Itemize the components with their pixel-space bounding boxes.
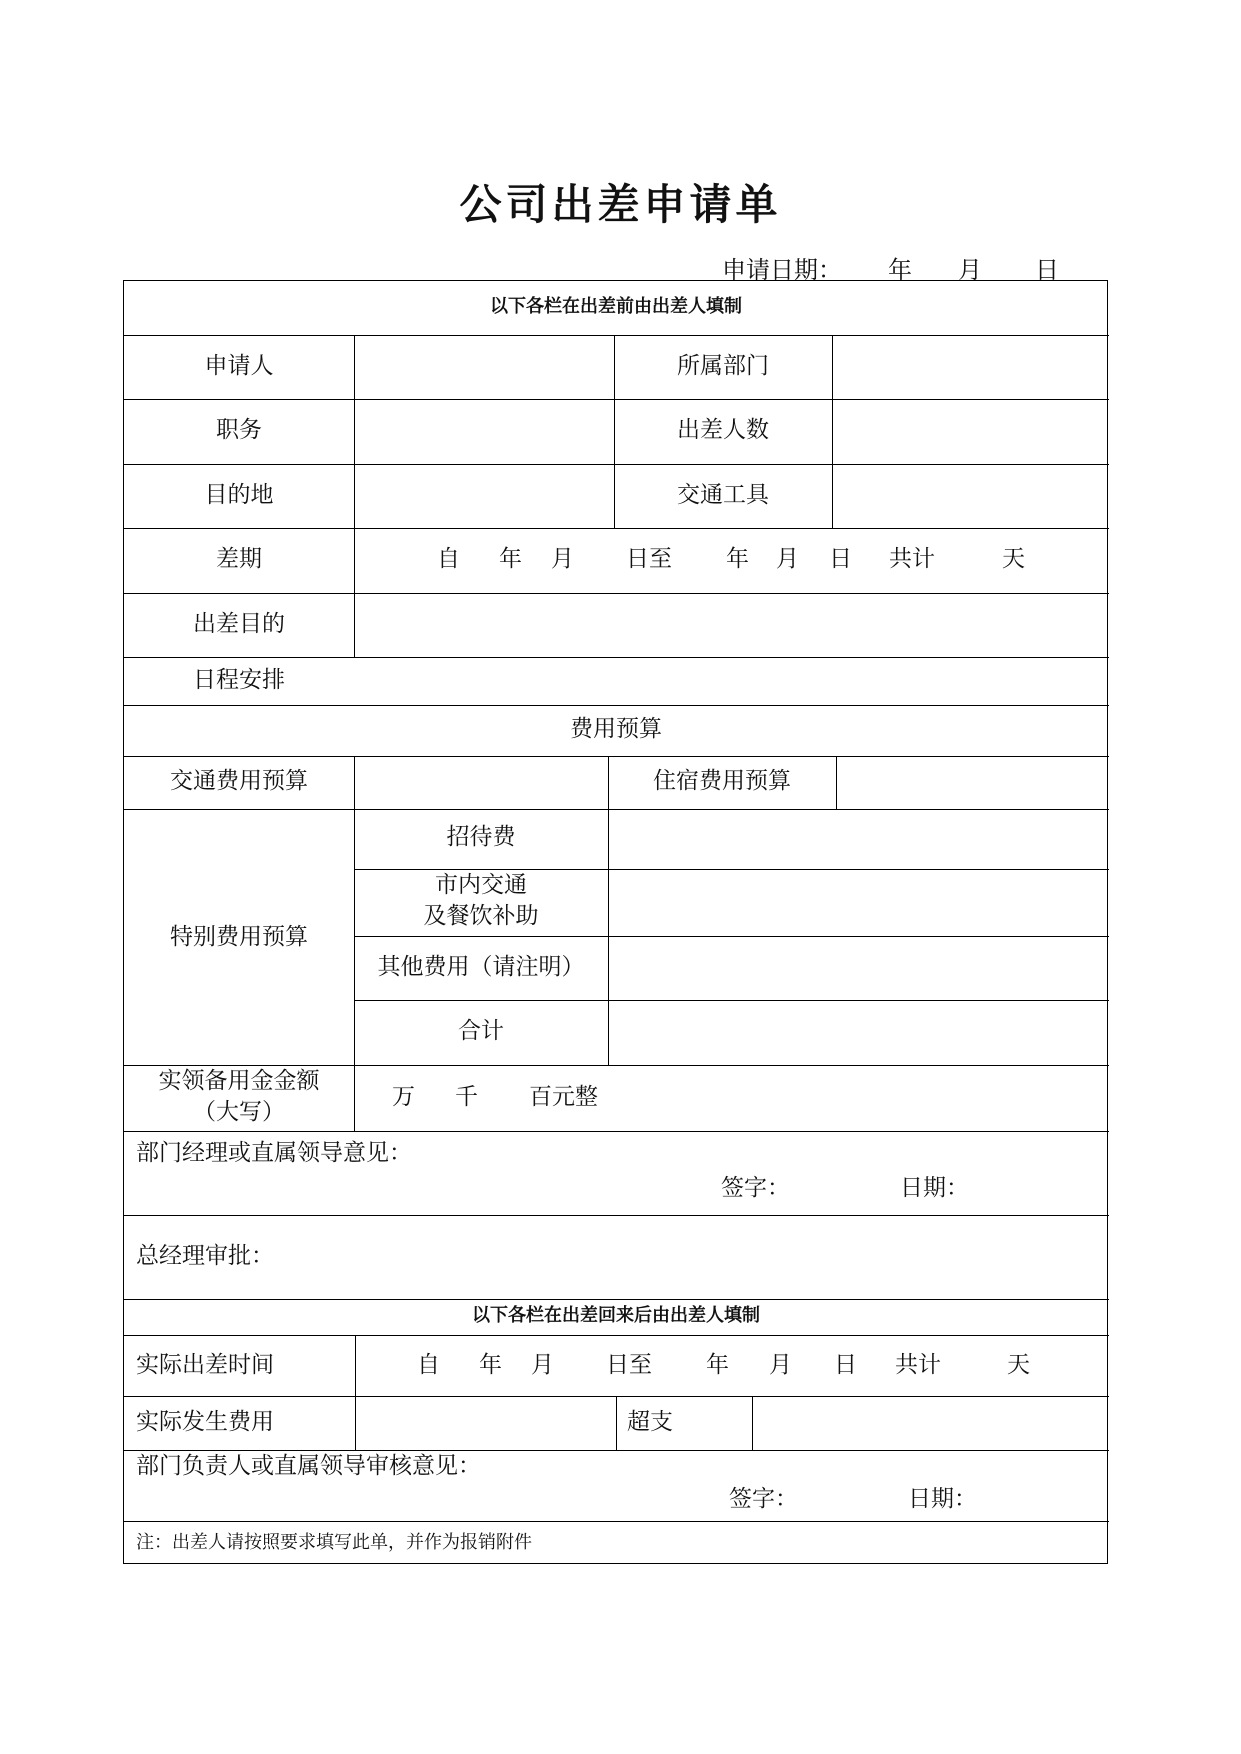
over-budget-label: 超支 xyxy=(627,1409,673,1435)
period-total: 共计 xyxy=(889,546,935,572)
actual-period-day-to: 日至 xyxy=(606,1352,652,1378)
col-divider xyxy=(355,1335,356,1450)
advance-unit-wan: 万 xyxy=(392,1084,415,1110)
dept-sign-label: 签字： xyxy=(721,1175,790,1201)
period-month1: 月 xyxy=(551,546,574,572)
actual-period-from: 自 xyxy=(417,1352,440,1378)
row-divider xyxy=(354,936,1109,937)
dept-opinion-label: 部门经理或直属领导意见： xyxy=(136,1140,412,1166)
row-divider xyxy=(124,1335,1109,1336)
city-transport-line1: 市内交通 xyxy=(435,872,527,898)
period-day2: 日 xyxy=(829,546,852,572)
period-year1: 年 xyxy=(499,546,522,572)
footnote: 注：出差人请按照要求填写此单，并作为报销附件 xyxy=(136,1532,532,1553)
col-divider xyxy=(608,756,609,1065)
row-divider xyxy=(124,1131,1109,1132)
row-divider xyxy=(354,1000,1109,1001)
period-days: 天 xyxy=(1002,546,1025,572)
before-section-header: 以下各栏在出差前由出差人填制 xyxy=(490,296,742,317)
position-label: 职务 xyxy=(216,417,262,443)
col-divider xyxy=(354,335,355,657)
actual-period-total: 共计 xyxy=(895,1352,941,1378)
lodging-budget-label: 住宿费用预算 xyxy=(653,768,791,794)
period-month2: 月 xyxy=(776,546,799,572)
travel-request-form xyxy=(123,280,1108,1564)
actual-period-days: 天 xyxy=(1007,1352,1030,1378)
row-divider xyxy=(124,756,1109,757)
review-date-label: 日期： xyxy=(908,1486,977,1512)
form-title: 公司出差申请单 xyxy=(459,180,782,229)
gm-approval-label: 总经理审批： xyxy=(136,1243,274,1269)
col-divider xyxy=(832,335,833,528)
row-divider xyxy=(124,335,1109,336)
after-section-header: 以下各栏在出差回来后由出差人填制 xyxy=(472,1305,760,1326)
row-divider xyxy=(124,1521,1109,1522)
advance-label-line2: （大写） xyxy=(193,1099,285,1125)
schedule-label: 日程安排 xyxy=(193,667,285,693)
review-opinion-label: 部门负责人或直属领导审核意见： xyxy=(136,1453,481,1479)
col-divider xyxy=(354,756,355,1131)
advance-unit-qian: 千 xyxy=(455,1084,478,1110)
col-divider xyxy=(752,1396,753,1450)
review-sign-label: 签字： xyxy=(729,1486,798,1512)
row-divider xyxy=(124,809,1109,810)
row-divider xyxy=(124,464,1109,465)
actual-period-year1: 年 xyxy=(479,1352,502,1378)
row-divider xyxy=(124,705,1109,706)
period-label: 差期 xyxy=(216,546,262,572)
row-divider xyxy=(124,657,1109,658)
application-date-day: 日 xyxy=(1035,256,1059,284)
dept-date-label: 日期： xyxy=(900,1175,969,1201)
period-day-to: 日至 xyxy=(626,546,672,572)
application-date-year: 年 xyxy=(888,256,912,284)
row-divider xyxy=(124,1215,1109,1216)
col-divider xyxy=(836,756,837,809)
actual-period-day2: 日 xyxy=(834,1352,857,1378)
row-divider xyxy=(124,399,1109,400)
actual-period-month1: 月 xyxy=(531,1352,554,1378)
actual-time-label: 实际出差时间 xyxy=(136,1352,274,1378)
city-transport-line2: 及餐饮补助 xyxy=(423,903,539,929)
special-budget-label: 特别费用预算 xyxy=(170,924,308,950)
row-divider xyxy=(124,593,1109,594)
application-date-month: 月 xyxy=(958,256,982,284)
row-divider xyxy=(124,1299,1109,1300)
actual-cost-label: 实际发生费用 xyxy=(136,1409,274,1435)
application-date-label: 申请日期： xyxy=(722,256,842,284)
period-from: 自 xyxy=(437,546,460,572)
transport-budget-label: 交通费用预算 xyxy=(170,768,308,794)
col-divider xyxy=(614,335,615,528)
col-divider xyxy=(616,1396,617,1450)
other-cost-label: 其他费用（请注明） xyxy=(377,954,585,980)
actual-period-month2: 月 xyxy=(769,1352,792,1378)
actual-period-year2: 年 xyxy=(706,1352,729,1378)
applicant-label: 申请人 xyxy=(204,353,274,379)
row-divider xyxy=(124,528,1109,529)
department-label: 所属部门 xyxy=(677,353,769,379)
destination-label: 目的地 xyxy=(204,482,274,508)
people-count-label: 出差人数 xyxy=(677,417,769,443)
advance-unit-bai: 百元整 xyxy=(529,1084,598,1110)
purpose-label: 出差目的 xyxy=(193,611,285,637)
budget-header: 费用预算 xyxy=(570,716,662,742)
advance-label-line1: 实领备用金金额 xyxy=(158,1068,320,1094)
entertainment-label: 招待费 xyxy=(446,824,516,850)
transport-label: 交通工具 xyxy=(677,482,769,508)
budget-total-label: 合计 xyxy=(458,1018,504,1044)
period-year2: 年 xyxy=(726,546,749,572)
